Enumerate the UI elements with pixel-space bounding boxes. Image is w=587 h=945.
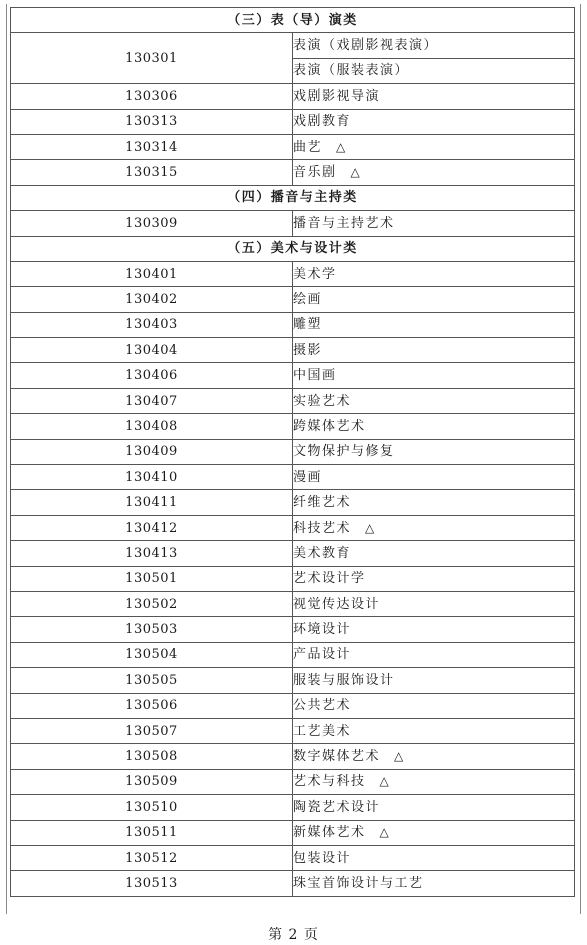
- major-code: 130406: [11, 363, 293, 388]
- major-name-cell: [293, 109, 575, 134]
- major-name: 跨媒体艺术: [293, 418, 366, 434]
- major-row: [11, 617, 575, 642]
- major-name: 服装与服饰设计: [293, 672, 395, 688]
- major-name: 公共艺术: [293, 698, 352, 714]
- major-name: 美术学: [293, 266, 337, 282]
- major-code: 130513: [11, 871, 293, 896]
- major-code: 130506: [11, 693, 293, 718]
- major-name: 表演（戏剧影视表演）: [293, 38, 439, 54]
- major-name-cell: [293, 617, 575, 642]
- major-row: [11, 84, 575, 109]
- major-name-cell: [293, 566, 575, 591]
- major-name-cell: [293, 84, 575, 109]
- major-code: 130502: [11, 591, 293, 616]
- major-name: 播音与主持艺术: [293, 215, 395, 231]
- category-header-row: [11, 8, 575, 33]
- major-name: 曲艺: [293, 139, 323, 155]
- major-row: [11, 693, 575, 718]
- major-name: 美术教育: [293, 545, 352, 561]
- major-name: 陶瓷艺术设计: [293, 799, 381, 815]
- triangle-mark-icon: △: [365, 520, 376, 535]
- major-name-cell: [293, 693, 575, 718]
- major-name-cell: [293, 134, 575, 159]
- major-code: 130314: [11, 134, 293, 159]
- major-name-cell: [293, 160, 575, 185]
- major-code: 130404: [11, 338, 293, 363]
- major-row: [11, 312, 575, 337]
- major-row: [11, 769, 575, 794]
- major-code: 130413: [11, 541, 293, 566]
- major-name-cell: [293, 287, 575, 312]
- major-row: [11, 414, 575, 439]
- major-name: 绘画: [293, 291, 323, 307]
- major-code: 130402: [11, 287, 293, 312]
- major-name: 雕塑: [293, 317, 323, 333]
- category-header-row: [11, 236, 575, 261]
- major-code: 130401: [11, 261, 293, 286]
- major-catalog-table: [10, 7, 575, 897]
- major-name-cell: [293, 769, 575, 794]
- major-row: [11, 490, 575, 515]
- major-code: 130511: [11, 820, 293, 845]
- major-name: 纤维艺术: [293, 495, 352, 511]
- major-code: 130510: [11, 795, 293, 820]
- triangle-mark-icon: △: [336, 139, 347, 154]
- major-name-cell: [293, 795, 575, 820]
- major-name-cell: [293, 490, 575, 515]
- major-code: 130505: [11, 668, 293, 693]
- major-row: [11, 541, 575, 566]
- major-name: 漫画: [293, 469, 323, 485]
- major-code: 130509: [11, 769, 293, 794]
- major-code: 130507: [11, 718, 293, 743]
- major-name: 数字媒体艺术: [293, 749, 381, 765]
- major-code: 130504: [11, 642, 293, 667]
- major-code: 130412: [11, 515, 293, 540]
- major-name-cell: [293, 338, 575, 363]
- major-row: [11, 388, 575, 413]
- major-row: [11, 718, 575, 743]
- major-name-cell: [293, 58, 575, 83]
- major-name: 戏剧影视导演: [293, 88, 381, 104]
- major-code: 130512: [11, 845, 293, 870]
- major-row: [11, 261, 575, 286]
- major-name: 戏剧教育: [293, 114, 352, 130]
- major-name-cell: [293, 744, 575, 769]
- major-row: [11, 287, 575, 312]
- major-row: [11, 744, 575, 769]
- major-code: 130309: [11, 211, 293, 236]
- major-row: [11, 109, 575, 134]
- major-row: [11, 871, 575, 896]
- major-name: 视觉传达设计: [293, 596, 381, 612]
- major-row: [11, 134, 575, 159]
- major-code: 130313: [11, 109, 293, 134]
- triangle-mark-icon: △: [394, 749, 405, 764]
- major-name: 工艺美术: [293, 723, 352, 739]
- major-code: 130503: [11, 617, 293, 642]
- major-name-cell: [293, 515, 575, 540]
- major-name-cell: [293, 414, 575, 439]
- major-name: 包装设计: [293, 850, 352, 866]
- category-title: （三）表（导）演类: [11, 8, 575, 33]
- triangle-mark-icon: △: [350, 165, 362, 180]
- major-code: 130508: [11, 744, 293, 769]
- major-code: 130411: [11, 490, 293, 515]
- major-name-cell: [293, 312, 575, 337]
- major-code: 130408: [11, 414, 293, 439]
- major-row: [11, 363, 575, 388]
- category-header-row: [11, 185, 575, 210]
- major-name-cell: [293, 845, 575, 870]
- major-name-cell: [293, 820, 575, 845]
- major-code: 130407: [11, 388, 293, 413]
- major-name-cell: [293, 718, 575, 743]
- major-name-cell: [293, 541, 575, 566]
- major-row: [11, 668, 575, 693]
- major-name-cell: [293, 261, 575, 286]
- major-name: 环境设计: [293, 622, 352, 638]
- major-row: [11, 795, 575, 820]
- major-name: 文物保护与修复: [293, 444, 395, 460]
- major-code: 130301: [11, 33, 293, 84]
- major-name-cell: [293, 211, 575, 236]
- major-code: 130409: [11, 439, 293, 464]
- major-row: [11, 820, 575, 845]
- major-row: [11, 515, 575, 540]
- major-name-cell: [293, 871, 575, 896]
- major-row: [11, 465, 575, 490]
- catalog-table-body: [11, 8, 575, 897]
- page-number: 第 2 页: [268, 927, 319, 943]
- major-name: 摄影: [293, 342, 323, 358]
- major-name-cell: [293, 465, 575, 490]
- major-name: 新媒体艺术: [293, 825, 366, 841]
- major-name: 科技艺术: [293, 520, 352, 536]
- major-name-cell: [293, 363, 575, 388]
- major-name: 实验艺术: [293, 393, 352, 409]
- major-name: 表演（服装表演）: [293, 63, 410, 79]
- major-code: 130501: [11, 566, 293, 591]
- major-name: 艺术与科技: [293, 774, 366, 790]
- major-row: [11, 566, 575, 591]
- major-code: 130306: [11, 84, 293, 109]
- major-code: 130403: [11, 312, 293, 337]
- major-code: 130410: [11, 465, 293, 490]
- major-row: [11, 439, 575, 464]
- major-name: 珠宝首饰设计与工艺: [293, 875, 424, 891]
- major-row: [11, 642, 575, 667]
- major-code: 130315: [11, 160, 293, 185]
- major-row: [11, 338, 575, 363]
- major-name-cell: [293, 33, 575, 58]
- category-title: （五）美术与设计类: [11, 236, 575, 261]
- triangle-mark-icon: △: [379, 774, 391, 789]
- major-name-cell: [293, 668, 575, 693]
- major-name: 艺术设计学: [293, 571, 366, 587]
- major-name: 产品设计: [293, 647, 352, 663]
- major-row: [11, 845, 575, 870]
- category-title: （四）播音与主持类: [11, 185, 575, 210]
- major-row: [11, 160, 575, 185]
- major-row: [11, 33, 575, 58]
- major-name-cell: [293, 388, 575, 413]
- major-row: [11, 211, 575, 236]
- major-name-cell: [293, 591, 575, 616]
- major-name: 中国画: [293, 368, 337, 384]
- major-name-cell: [293, 439, 575, 464]
- major-row: [11, 591, 575, 616]
- triangle-mark-icon: △: [379, 825, 391, 840]
- major-name-cell: [293, 642, 575, 667]
- major-name: 音乐剧: [293, 165, 337, 181]
